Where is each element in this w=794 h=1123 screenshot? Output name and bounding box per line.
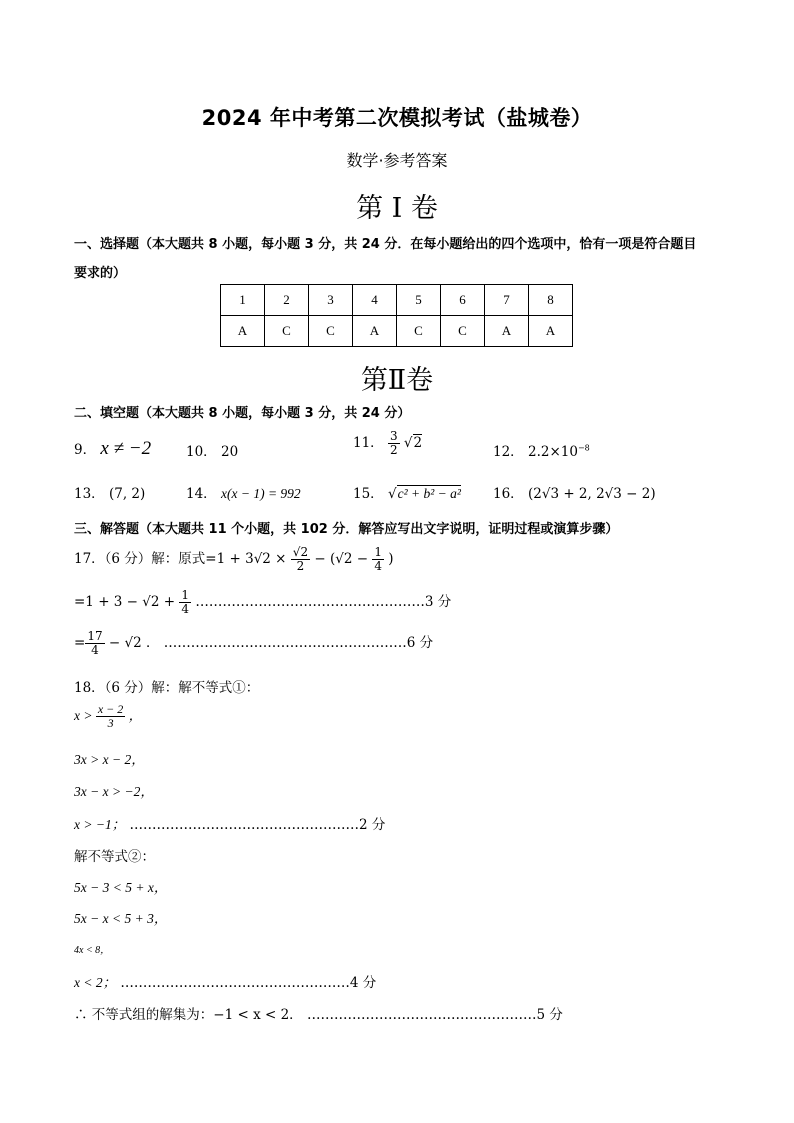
table-cell: C [309,316,353,347]
q18-step-6: 5x − x < 5 + 3， [74,911,168,926]
page-title: 2024 年中考第二次模拟考试（盐城卷） [201,106,593,130]
table-cell: A [353,316,397,347]
table-cell: 2 [265,285,309,316]
answer-table [220,284,573,347]
table-cell: 3 [309,285,353,316]
table-cell: 6 [441,285,485,316]
q18-step-7: 4x < 8， [74,945,111,956]
table-cell: A [485,316,529,347]
q17-line-3: = $\frac{17}{4}$ − √2 ． ………………………………………………6 分 [74,629,434,658]
table-cell: 4 [353,285,397,316]
q18-step-8: x < 2； ……………………………………………4 分 [74,975,377,991]
table-cell: C [265,316,309,347]
choice-section-line-1: 一、选择题（本大题共 8 小题，每小题 3 分，共 24 分．在每小题给出的四个选项中，恰有一项是符合题目 [74,237,697,252]
fill-answer-14: 14． x(x − 1) = 992 [186,486,301,502]
volume-1-heading: 第 I 卷 [356,193,438,224]
q17-line-2: =1 + 3 − √2 + $\frac{1}{4}$ ……………………………………………3 分 [74,588,452,617]
table-row-answers [221,316,573,347]
fill-answer-12: 12． $2.2\times 10^{-8}$ [493,443,590,460]
choice-section-line-2: 要求的） [74,266,127,281]
table-cell: C [441,316,485,347]
fill-answer-9: 9． x ≠ −2 [74,438,152,459]
q18-heading: 18．（6 分）解：解不等式①： [74,680,260,696]
table-cell: 8 [529,285,573,316]
table-cell: 1 [221,285,265,316]
fill-answer-11: 11． $\frac{3}{2}$ √2 [353,429,423,458]
table-cell: 5 [397,285,441,316]
fill-section-heading: 二、填空题（本大题共 8 小题，每小题 3 分，共 24 分） [74,406,411,421]
q18-conclusion: ∴ 不等式组的解集为：−1 < x < 2． ……………………………………………5 分 [74,1007,563,1023]
table-cell: C [397,316,441,347]
q18-step-5: 5x − 3 < 5 + x， [74,880,168,895]
q18-subheading: 解不等式②： [74,849,155,865]
q17-line-1: 17．（6 分）解：原式=1 + 3√2 × $\frac{√2}{2}$ − (√2 − $\frac{1}{4}$ ) [74,545,394,574]
solve-section-heading: 三、解答题（本大题共 11 个小题，共 102 分．解答应写出文字说明，证明过程或演算步骤） [74,522,619,537]
table-cell: A [221,316,265,347]
q18-step-1: x > $\frac{x - 2}{3}$ ， [74,702,143,731]
table-cell: A [529,316,573,347]
page-subtitle: 数学·参考答案 [346,151,448,170]
fill-answer-10: 10． 20 [186,444,239,460]
fill-answer-16: 16． (2√3 + 2, 2√3 − 2) [493,486,656,502]
volume-2-heading: 第Ⅱ卷 [360,365,434,396]
q18-step-3: 3x − x > −2， [74,784,154,799]
fill-answer-13: 13． (7, 2) [74,486,146,502]
table-cell: 7 [485,285,529,316]
q18-step-4: x > −1； ……………………………………………2 分 [74,817,386,833]
table-row-numbers [221,285,573,316]
q18-step-2: 3x > x − 2， [74,752,145,767]
fill-answer-15: 15． √c² + b² − a² [353,486,461,502]
